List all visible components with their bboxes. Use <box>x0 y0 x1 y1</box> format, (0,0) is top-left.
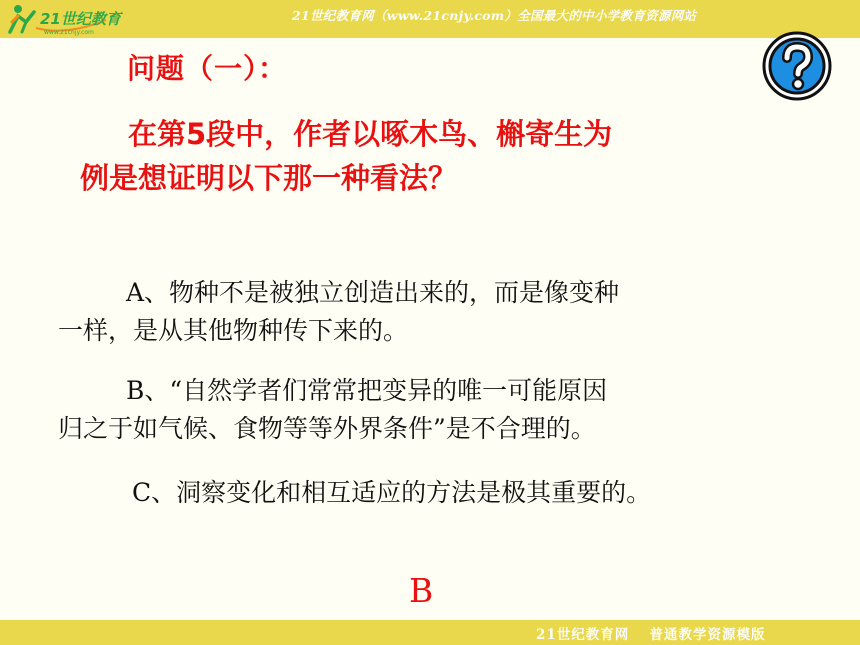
option-c: C、洞察变化和相互适应的方法是极其重要的。 <box>132 478 652 507</box>
option-b <box>58 372 607 448</box>
site-slogan: 21世纪教育网（www.21cnjy.com）全国最大的中小学教育资源网站 <box>292 8 697 23</box>
question-line-1: 在第5段中，作者以啄木鸟、槲寄生为 <box>128 117 613 151</box>
footer-text: 21世纪教育网 普通教学资源模版 <box>536 627 766 643</box>
runner-logo-icon <box>6 2 156 36</box>
option-a-line-2: 一样，是从其他物种传下来的。 <box>58 316 409 345</box>
option-b-line-1: B、“自然学者们常常把变异的唯一可能原因 <box>126 376 608 405</box>
option-b-line-2: 归之于如气候、食物等等外界条件”是不合理的。 <box>58 414 596 443</box>
question-mark-icon <box>761 30 833 102</box>
logo-text: 21世纪教育 <box>40 10 121 28</box>
option-a-line-1: A、物种不是被独立创造出来的，而是像变种 <box>126 278 620 307</box>
site-logo <box>6 2 156 36</box>
answer-text: B <box>409 571 434 610</box>
logo-url-text: www.21cnjy.com <box>44 29 94 36</box>
question-text <box>80 112 780 200</box>
option-a <box>58 274 619 350</box>
question-line-2: 例是想证明以下那一种看法？ <box>80 161 458 195</box>
slide-title: 问题（一）： <box>127 52 288 85</box>
